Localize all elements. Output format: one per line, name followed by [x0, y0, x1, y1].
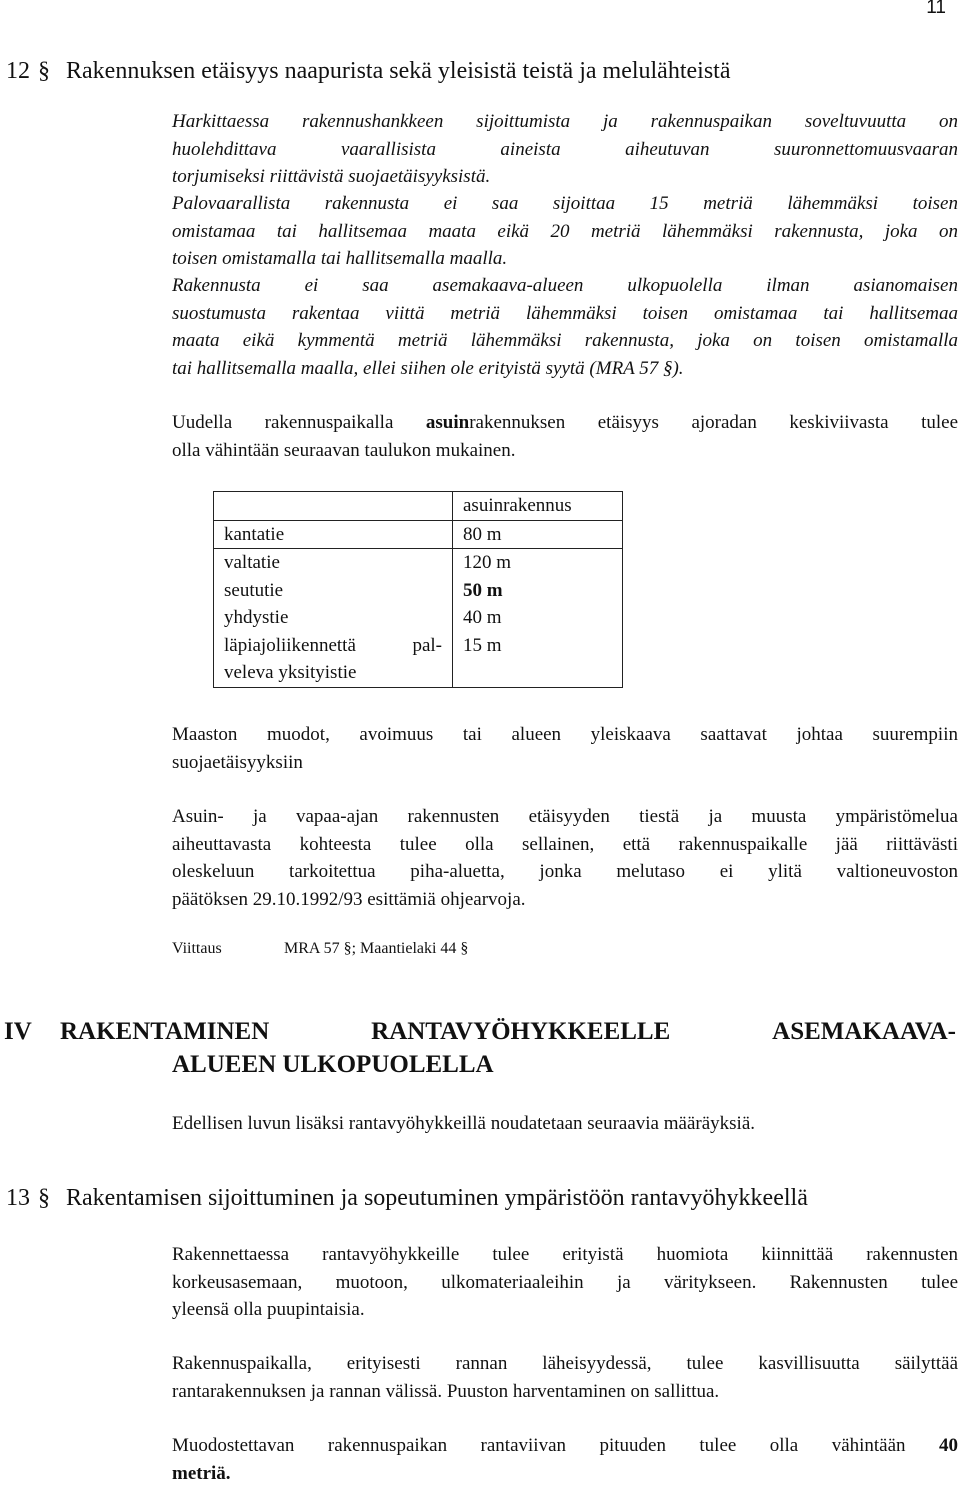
table-header-empty — [214, 492, 453, 521]
reference-text: MRA 57 §; Maantielaki 44 § — [284, 940, 469, 957]
reference-label: Viittaus — [172, 940, 222, 957]
distance-table — [213, 491, 623, 688]
section-sign-icon: § — [38, 58, 50, 84]
chapter-4-heading — [0, 1018, 960, 1088]
table-row-value: 80 m — [453, 520, 623, 549]
chapter-intro: Edellisen luvun lisäksi rantavyöhykkeillä noudatetaan seuraavia määräyksiä. — [172, 1113, 755, 1134]
table-row-label: kantatie — [214, 520, 453, 549]
table-cell-labels: valtatie seututie yhdystie läpiajoliikennettä pal- veleva yksityistie — [214, 549, 453, 688]
page-number: 11 — [926, 0, 946, 18]
section-12-heading — [0, 56, 960, 86]
section-13-heading — [0, 1183, 960, 1213]
chapter-title-line1: RAKENTAMINEN RANTAVYÖHYKKEELLE ASEMAKAAVA- — [60, 1018, 956, 1045]
table-header: asuinrakennus — [453, 492, 623, 521]
terrain-paragraph: Maaston muodot, avoimuus tai alueen yleiskaava saattavat johtaa suurempiin suojaetäisyyksiin — [172, 724, 958, 773]
italic-paragraph-3: Rakennusta ei saa asemakaava-alueen ulkopuolella ilman asianomaisen suostumusta rakentaa viittä metriä lähemmäksi toisen omistamaa tai hallitsemaa maata eikä kymmentä metriä lähemmäksi rakennusta, joka on toisen omistamalla tai hallitsemalla maalla, ellei siihen ole erityistä syytä (MRA 57 §). — [172, 275, 958, 379]
section-number: 13 — [6, 1185, 30, 1211]
section-sign-icon: § — [38, 1185, 50, 1211]
chapter-title-line2: ALUEEN ULKOPUOLELLA — [172, 1051, 494, 1078]
shoreline-paragraph-3: Muodostettavan rakennuspaikan rantaviivan pituuden tulee olla vähintään 40 metriä. — [172, 1435, 958, 1484]
distance-paragraph: Uudella rakennuspaikalla asuinrakennuksen etäisyys ajoradan keskiviivasta tulee olla vähintään seuraavan taulukon mukainen. — [172, 412, 958, 461]
italic-paragraph-1: Harkittaessa rakennushankkeen sijoittumista ja rakennuspaikan soveltuvuutta on huolehdittava vaarallisista aineista aiheutuvan suuronnettomuusvaaran torjumiseksi riittävistä suojaetäisyyksistä. — [172, 111, 958, 187]
chapter-roman: IV — [4, 1018, 32, 1045]
table-cell-values: 120 m 50 m 40 m 15 m — [453, 549, 623, 688]
shoreline-paragraph-2: Rakennuspaikalla, erityisesti rannan läheisyydessä, tulee kasvillisuutta säilyttää rantarakennuksen ja rannan välissä. Puuston harventaminen on sallittua. — [172, 1353, 958, 1402]
section-title: Rakentamisen sijoittuminen ja sopeutuminen ympäristöön rantavyöhykkeellä — [66, 1185, 808, 1211]
noise-paragraph: Asuin- ja vapaa-ajan rakennusten etäisyyden tiestä ja muusta ympäristömelua aiheuttavasta kohteesta tulee olla sellainen, että rakennuspaikalle jää riittävästi oleskeluun tarkoitettua piha-aluetta, jonka melutaso ei ylitä valtioneuvoston päätöksen 29.10.1992/93 esittämiä ohjearvoja. — [172, 806, 958, 910]
reference-line — [172, 940, 872, 958]
section-number: 12 — [6, 58, 30, 84]
italic-paragraph-2: Palovaarallista rakennusta ei saa sijoittaa 15 metriä lähemmäksi toisen omistamaa tai hallitsemaa maata eikä 20 metriä lähemmäksi rakennusta, joka on toisen omistamalla tai hallitsemalla maalla. — [172, 193, 958, 269]
shoreline-paragraph-1: Rakennettaessa rantavyöhykkeille tulee erityistä huomiota kiinnittää rakennusten korkeusasemaan, muotoon, ulkomateriaaleihin ja väritykseen. Rakennusten tulee yleensä olla puupintaisia. — [172, 1244, 958, 1320]
section-title: Rakennuksen etäisyys naapurista sekä yleisistä teistä ja melulähteistä — [66, 58, 731, 84]
